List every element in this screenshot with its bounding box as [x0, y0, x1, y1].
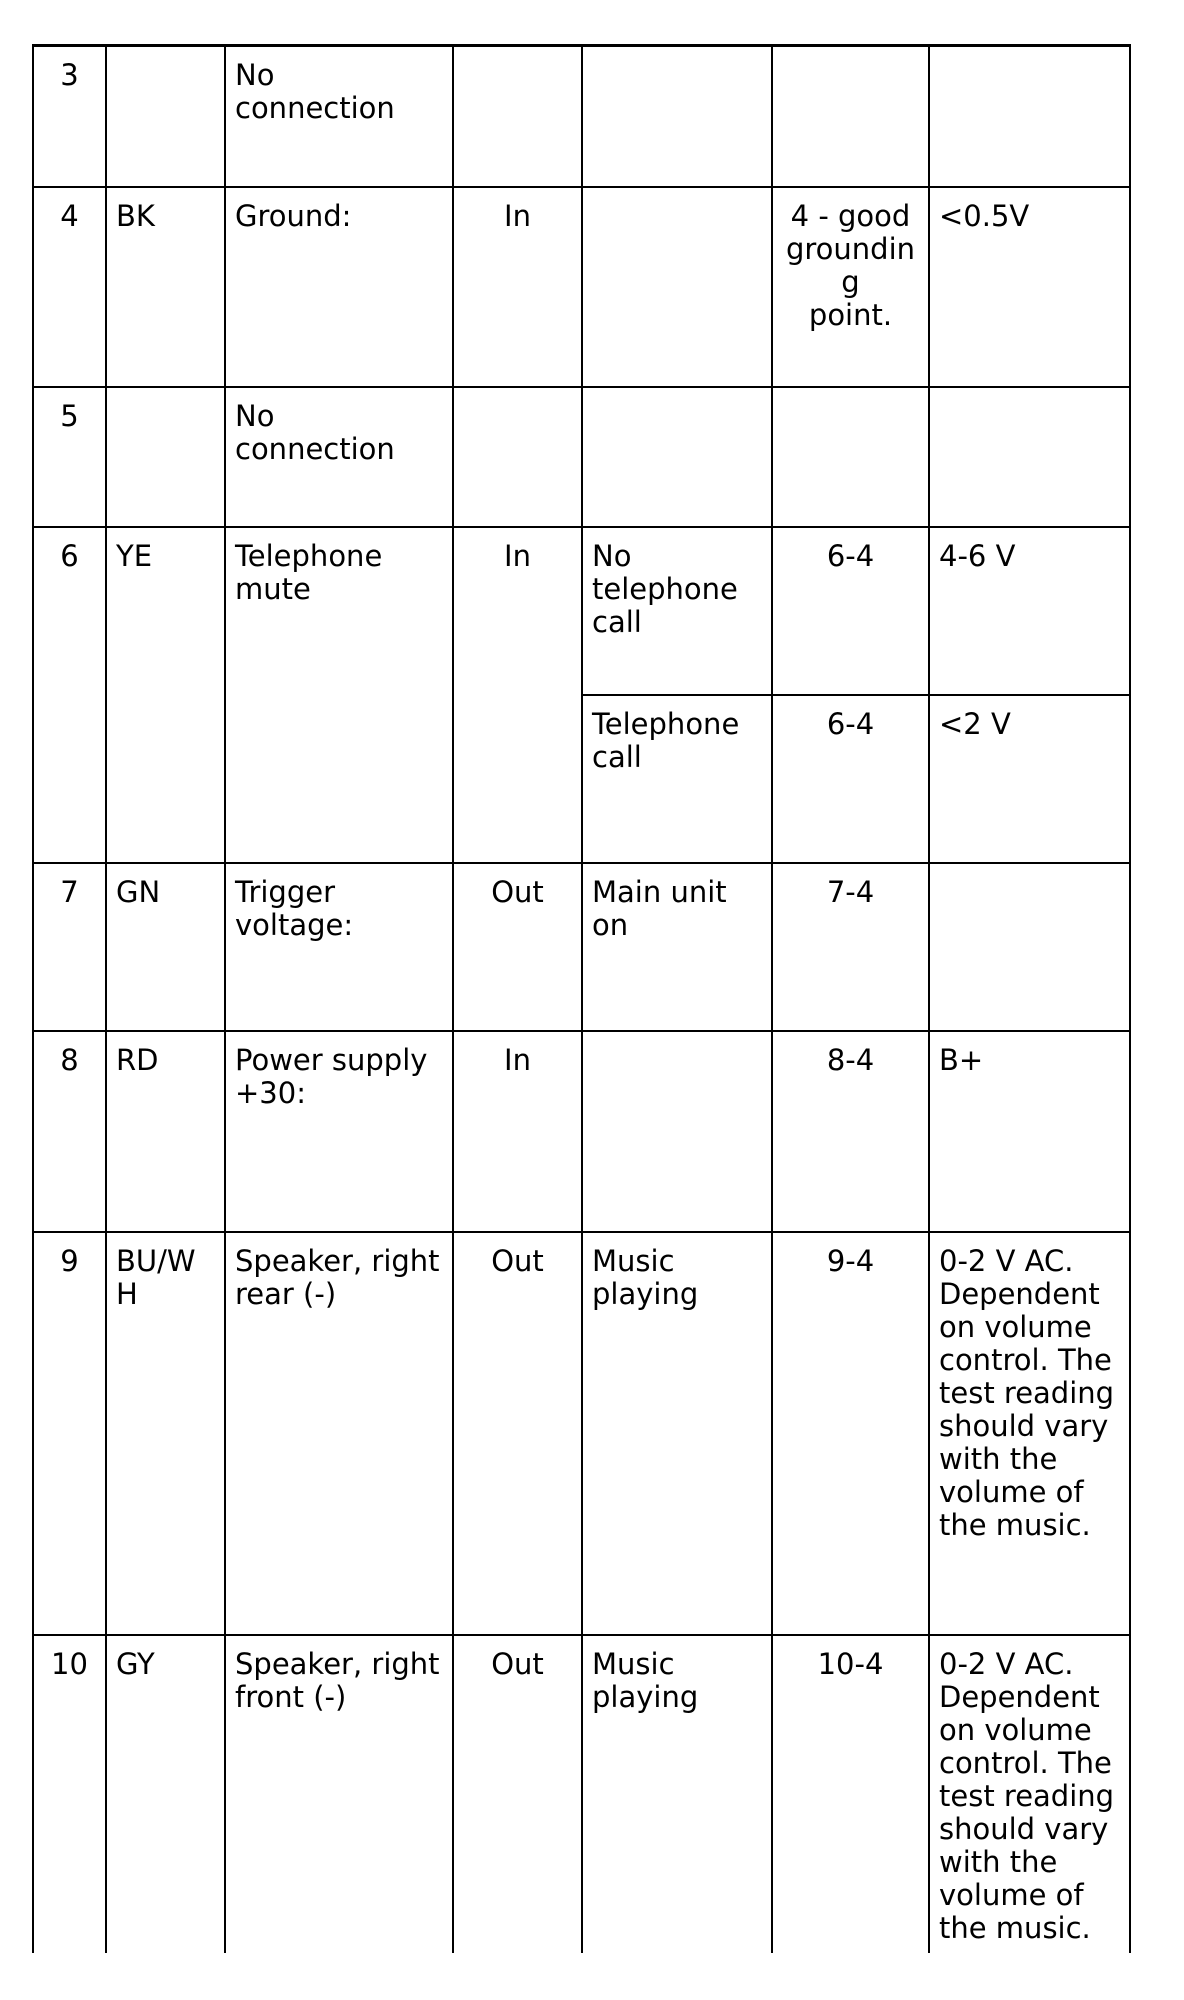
- nominal-value: [929, 863, 1130, 1031]
- table-row-pin-3: [33, 46, 1130, 187]
- table-row-pin-7: [33, 863, 1130, 1031]
- nominal-value: <0.5V: [929, 187, 1130, 387]
- signal-direction: Out: [453, 1635, 582, 1953]
- wire-color: BU/WH: [106, 1232, 225, 1635]
- test-condition: No telephone call: [582, 527, 772, 695]
- measure-between: [772, 46, 929, 187]
- table-row-pin-10: [33, 1635, 1130, 1953]
- connector-pinout-table: [32, 44, 1131, 1953]
- signal-direction: In: [453, 1031, 582, 1232]
- test-condition: Telephone call: [582, 695, 772, 863]
- pin-function: Speaker, right rear (-): [225, 1232, 453, 1635]
- measure-between: 9-4: [772, 1232, 929, 1635]
- nominal-value: [929, 387, 1130, 527]
- wire-color: BK: [106, 187, 225, 387]
- pin-number: 5: [33, 387, 106, 527]
- signal-direction: Out: [453, 863, 582, 1031]
- nominal-value: [929, 46, 1130, 187]
- pin-number: 8: [33, 1031, 106, 1232]
- table-row-pin-5: [33, 387, 1130, 527]
- pin-number: 7: [33, 863, 106, 1031]
- signal-direction: [453, 387, 582, 527]
- signal-direction: In: [453, 187, 582, 387]
- nominal-value: 4-6 V: [929, 527, 1130, 695]
- wire-color: [106, 46, 225, 187]
- wire-color: [106, 387, 225, 527]
- pin-function: Trigger voltage:: [225, 863, 453, 1031]
- pin-function: No connection: [225, 46, 453, 187]
- table-row-pin-4: [33, 187, 1130, 387]
- test-condition: [582, 46, 772, 187]
- test-condition: [582, 1031, 772, 1232]
- pin-function: Speaker, right front (-): [225, 1635, 453, 1953]
- nominal-value: 0-2 V AC. Dependent on volume control. The test reading should vary with the volume of the music.: [929, 1232, 1130, 1635]
- signal-direction: [453, 46, 582, 187]
- pin-function: No connection: [225, 387, 453, 527]
- pin-number: 4: [33, 187, 106, 387]
- table-row-pin-9: [33, 1232, 1130, 1635]
- nominal-value: B+: [929, 1031, 1130, 1232]
- test-condition: Music playing: [582, 1232, 772, 1635]
- test-condition: [582, 387, 772, 527]
- pin-number: 9: [33, 1232, 106, 1635]
- signal-direction: Out: [453, 1232, 582, 1635]
- wire-color: GN: [106, 863, 225, 1031]
- measure-between: 6-4: [772, 695, 929, 863]
- measure-between: 6-4: [772, 527, 929, 695]
- measure-between: 10-4: [772, 1635, 929, 1953]
- pin-number: 3: [33, 46, 106, 187]
- wire-color: GY: [106, 1635, 225, 1953]
- table-row-pin-8: [33, 1031, 1130, 1232]
- pin-number: 10: [33, 1635, 106, 1953]
- test-condition: Music playing: [582, 1635, 772, 1953]
- wire-color: RD: [106, 1031, 225, 1232]
- table-row-pin-6: [33, 527, 1130, 695]
- measure-between: 4 - good grounding point.: [772, 187, 929, 387]
- measure-between: 7-4: [772, 863, 929, 1031]
- test-condition: Main unit on: [582, 863, 772, 1031]
- pin-function: Ground:: [225, 187, 453, 387]
- test-condition: [582, 187, 772, 387]
- pin-function: Telephone mute: [225, 527, 453, 863]
- nominal-value: <2 V: [929, 695, 1130, 863]
- measure-between: 8-4: [772, 1031, 929, 1232]
- pin-number: 6: [33, 527, 106, 863]
- pin-function: Power supply +30:: [225, 1031, 453, 1232]
- nominal-value: 0-2 V AC. Dependent on volume control. The test reading should vary with the volume of the music.: [929, 1635, 1130, 1953]
- wire-color: YE: [106, 527, 225, 863]
- signal-direction: In: [453, 527, 582, 863]
- measure-between: [772, 387, 929, 527]
